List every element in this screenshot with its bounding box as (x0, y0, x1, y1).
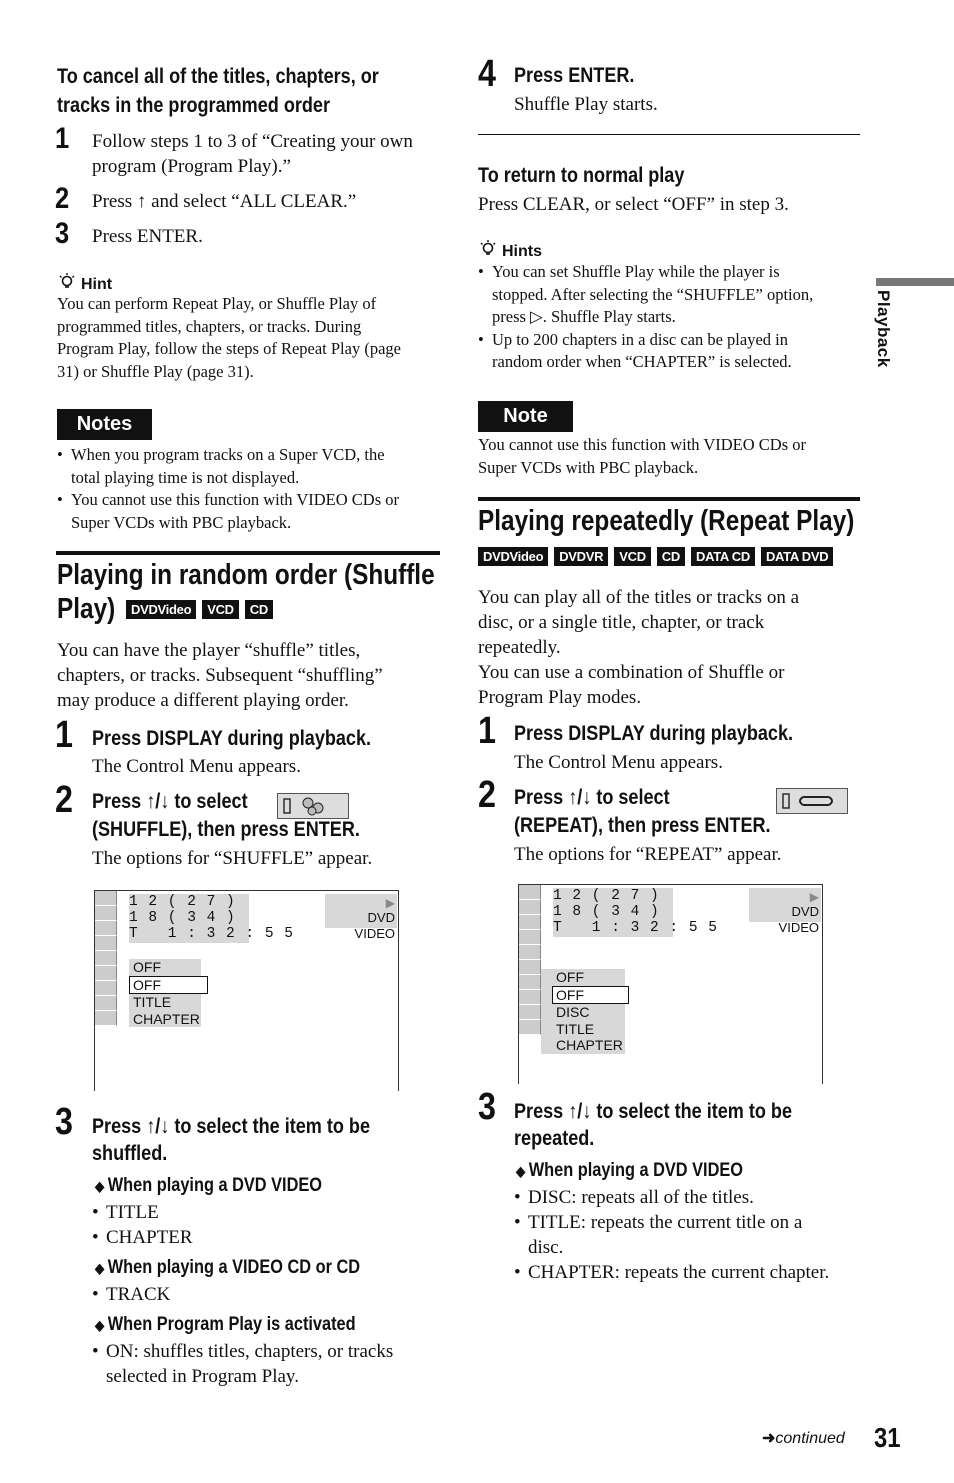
disc-info: 1 2 ( 2 7 ) 1 8 ( 3 4 ) T 1 : 3 2 : 5 5 (553, 888, 718, 936)
repeat-section-title: Playing repeatedly (Repeat Play) (478, 505, 855, 537)
shuffle-icon (277, 793, 349, 819)
hints-header (478, 239, 542, 261)
shuffle-step-2-title: Press ↑/↓ to select (92, 790, 248, 813)
normal-play-text: Press CLEAR, or select “OFF” in step 3. (478, 194, 789, 215)
continued-note: ➜continued (762, 1430, 845, 1447)
repeat-step-1-number: 1 (478, 710, 496, 752)
hint-item: • You can set Shuffle Play while the player is stopped. After selecting the “SHUFFLE” option, press ▷. Shuffle Play starts. (478, 261, 863, 329)
notes-list (57, 444, 442, 534)
side-tab-label: Playback (874, 290, 893, 368)
vcd-badge: VCD (614, 547, 651, 566)
dvd-video-status: ▶ DVD VIDEO (325, 894, 397, 928)
cancel-heading: To cancel all of the titles, chapters, or tracks in the programmed order (57, 65, 379, 117)
data-dvd-badge: DATA DVD (761, 547, 833, 566)
cancel-step-1-text: Follow steps 1 to 3 of “Creating your own program (Program Play).” (92, 131, 413, 177)
hint-title: Hint (81, 276, 113, 293)
arrow-right-icon: ➜ (762, 1430, 776, 1447)
divider (478, 134, 860, 135)
group-dvd-title: ◆ When playing a DVD VIDEO (95, 1175, 322, 1196)
group-vcd-items: • TRACK (92, 1282, 170, 1307)
shuffle-step-2-text: The options for “SHUFFLE” appear. (92, 848, 373, 869)
note-item: • You cannot use this function with VIDEO CDs or Super VCDs with PBC playback. (57, 489, 442, 534)
repeat-disc-badges (478, 547, 839, 566)
dvd-vr-badge: DVDVR (554, 547, 608, 566)
shuffle-step-3-number: 3 (55, 1101, 73, 1143)
repeat-step-1-text: The Control Menu appears. (514, 752, 723, 773)
group-dvd-items: • TITLE • CHAPTER (92, 1200, 193, 1250)
note-label: Note (478, 401, 573, 432)
lightbulb-icon (57, 272, 77, 292)
shuffle-step-2-number: 2 (55, 779, 73, 821)
step-4-text: Shuffle Play starts. (514, 94, 658, 115)
repeat-options-list (541, 969, 625, 1054)
section-rule (478, 497, 860, 501)
play-icon: ▶ (385, 896, 395, 910)
cd-badge: CD (245, 600, 273, 619)
shuffle-step-1-title: Press DISPLAY during playback. (92, 727, 372, 750)
shuffle-control-menu-screen (94, 890, 399, 1091)
shuffle-section-title: Playing in random order (Shuffle Play) (57, 559, 435, 625)
page-number: 31 (874, 1422, 901, 1453)
shuffle-intro: You can have the player “shuffle” titles, chapters, or tracks. Subsequent “shuffling” may produce a different playing order. (57, 640, 383, 711)
option-item-selected[interactable]: OFF (129, 976, 208, 995)
option-item[interactable]: OFF (556, 969, 584, 985)
option-item[interactable]: CHAPTER (133, 1010, 200, 1027)
group-vcd-title: ◆ When playing a VIDEO CD or CD (95, 1257, 361, 1278)
play-icon: ▶ (809, 890, 819, 904)
lightbulb-icon (478, 239, 498, 259)
hint-text: You can perform Repeat Play, or Shuffle Play of programmed titles, chapters, or tracks. During Program Play, follow the steps of Repeat Play (page 31) or Shuffle Play (page 31). (57, 294, 401, 381)
repeat-group-title: ◆ When playing a DVD VIDEO (516, 1160, 743, 1181)
repeat-step-3-title: Press ↑/↓ to select the item to be repeated. (514, 1100, 793, 1150)
data-cd-badge: DATA CD (691, 547, 755, 566)
option-item[interactable]: CHAPTER (556, 1037, 623, 1053)
dvd-video-badge: DVDVideo (126, 600, 196, 619)
shuffle-disc-badges (126, 600, 279, 619)
option-item[interactable]: OFF (133, 959, 161, 975)
cancel-step-3-text: Press ENTER. (92, 226, 203, 247)
group-program-title: ◆ When Program Play is activated (95, 1314, 356, 1335)
shuffle-step-3-title: Press ↑/↓ to select the item to be shuffled. (92, 1115, 371, 1165)
hint-header (57, 272, 112, 294)
group-program-items: • ON: shuffles titles, chapters, or tracks selected in Program Play. (92, 1339, 393, 1389)
cancel-step-2-text: Press ↑ and select “ALL CLEAR.” (92, 191, 357, 212)
side-tab-bar (876, 278, 954, 286)
repeat-step-2-text: The options for “REPEAT” appear. (514, 844, 782, 865)
dvd-video-status: ▶ DVD VIDEO (749, 888, 821, 922)
repeat-icon (776, 788, 848, 814)
repeat-step-1-title: Press DISPLAY during playback. (514, 722, 794, 745)
hints-list (478, 261, 863, 374)
disc-info: 1 2 ( 2 7 ) 1 8 ( 3 4 ) T 1 : 3 2 : 5 5 (129, 894, 294, 942)
shuffle-step-1-number: 1 (55, 714, 73, 756)
step-4-title: Press ENTER. (514, 64, 635, 87)
dvd-video-badge: DVDVideo (478, 547, 548, 566)
section-rule (56, 551, 440, 555)
repeat-control-menu-screen (518, 884, 823, 1084)
repeat-step-2-title-b: (REPEAT), then press ENTER. (514, 814, 771, 837)
shuffle-step-2-title-b: (SHUFFLE), then press ENTER. (92, 818, 360, 841)
shuffle-options-list (129, 959, 201, 1027)
cancel-step-2-number: 2 (55, 182, 70, 215)
step-4-number: 4 (478, 53, 496, 95)
repeat-intro: You can play all of the titles or tracks on a disc, or a single title, chapter, or track repeatedly. You can use a combination of Shuffle or Program Play modes. (478, 587, 799, 708)
note-text: You cannot use this function with VIDEO CDs or Super VCDs with PBC playback. (478, 435, 807, 477)
repeat-step-2-number: 2 (478, 774, 496, 816)
option-item[interactable]: DISC (556, 1004, 590, 1020)
cancel-step-3-number: 3 (55, 217, 70, 250)
repeat-group-items: • DISC: repeats all of the titles. • TITLE: repeats the current title on a disc. • CHAPTER: repeats the current chapter. (514, 1185, 864, 1285)
hints-title: Hints (502, 243, 542, 260)
repeat-step-2-title: Press ↑/↓ to select (514, 786, 670, 809)
note-item: • When you program tracks on a Super VCD, the total playing time is not displayed. (57, 444, 442, 489)
option-item-selected[interactable]: OFF (552, 986, 629, 1005)
menu-icon-column (95, 891, 117, 1026)
shuffle-step-1-text: The Control Menu appears. (92, 756, 301, 777)
notes-label: Notes (57, 409, 152, 440)
option-item[interactable]: TITLE (556, 1020, 595, 1037)
repeat-step-3-number: 3 (478, 1086, 496, 1128)
normal-play-heading: To return to normal play (478, 164, 685, 187)
option-item[interactable]: TITLE (133, 994, 172, 1010)
hint-item: • Up to 200 chapters in a disc can be played in random order when “CHAPTER” is selected. (478, 329, 863, 374)
cd-badge: CD (657, 547, 685, 566)
cancel-step-1-number: 1 (55, 122, 70, 155)
menu-icon-column (519, 885, 541, 1035)
vcd-badge: VCD (202, 600, 239, 619)
